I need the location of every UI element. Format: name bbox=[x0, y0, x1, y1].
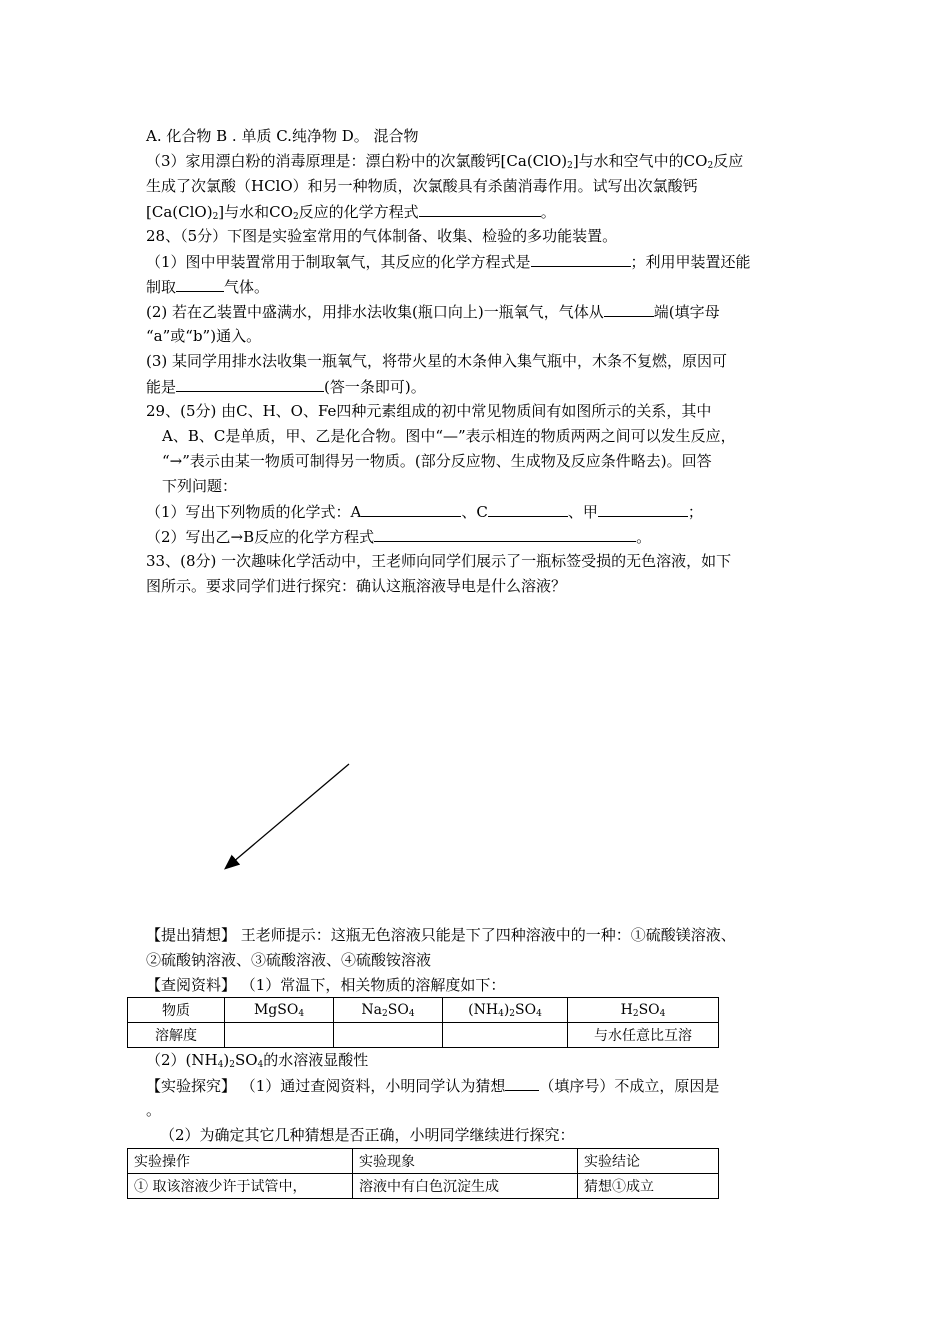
q28-part2-line1: (2) 若在乙装置中盛满水，用排水法收集(瓶口向上)一瓶氧气，气体从 端(填字母 bbox=[146, 303, 720, 321]
table-row bbox=[128, 1149, 719, 1174]
table-row bbox=[128, 1023, 719, 1048]
q27-part3-line2: 生成了次氯酸（HClO）和另一种物质，次氯酸具有杀菌消毒作用。试写出次氯酸钙 bbox=[146, 177, 698, 195]
q29-line2: A、B、C是单质，甲、乙是化合物。图中“—”表示相连的物质两两之间可以发生反应， bbox=[162, 427, 736, 445]
table-header-cell: 实验操作 bbox=[128, 1149, 353, 1174]
answer-blank[interactable] bbox=[505, 1075, 539, 1091]
experiment-table bbox=[127, 1148, 719, 1199]
table-cell: 猜想①成立 bbox=[578, 1174, 719, 1199]
q29-line1: 29、(5分) 由C、H、O、Fe四种元素组成的初中常见物质间有如图所示的关系，其中 bbox=[146, 402, 712, 420]
q28-title: 28、（5分）下图是实验室常用的气体制备、收集、检验的多功能装置。 bbox=[146, 227, 618, 245]
q28-part1-line1: （1）图中甲装置常用于制取氧气，其反应的化学方程式是 ；利用甲装置还能 bbox=[146, 253, 751, 271]
info-part2: $(2)(NH_4)_2SO_4$的水溶液显酸性 bbox=[146, 1051, 369, 1070]
table-header-cell: $Na_2SO_4$ bbox=[334, 998, 443, 1023]
table-header-cell: $(NH_4)_2SO_4$ bbox=[443, 998, 568, 1023]
q27-options: A. 化合物 B . 单质 C.纯净物 D。 混合物 bbox=[146, 127, 419, 145]
q27-part3-line1: （3）家用漂白粉的消毒原理是：漂白粉中的次氯酸钙$[Ca(ClO)_2]$与水和空气中的$CO_2$反应 bbox=[146, 152, 744, 171]
table-header-cell: 实验现象 bbox=[353, 1149, 578, 1174]
q28-part1-line2: 制取 气体。 bbox=[146, 278, 270, 296]
table-header-cell: MgSO$_4$ bbox=[225, 998, 334, 1023]
table-cell[interactable] bbox=[225, 1023, 334, 1048]
q29-part1: （1）写出下列物质的化学式：A 、C 、甲 ； bbox=[146, 503, 703, 521]
table-cell: 溶解度 bbox=[128, 1023, 225, 1048]
q33-line2: 图所示。要求同学们进行探究：确认这瓶溶液导电是什么溶液？ bbox=[146, 577, 567, 595]
solubility-table bbox=[127, 997, 719, 1048]
q29-line4: 下列问题： bbox=[162, 477, 238, 495]
q28-part3-line1: (3) 某同学用排水法收集一瓶氧气，将带火星的木条伸入集气瓶中，木条不复燃，原因可 bbox=[146, 352, 728, 370]
q29-part2: （2）写出乙→B反应的化学方程式 。 bbox=[146, 528, 652, 546]
info-heading: 【查阅资料】 （1）常温下，相关物质的溶解度如下： bbox=[146, 976, 506, 994]
table-cell[interactable] bbox=[334, 1023, 443, 1048]
experiment-line3: （2）为确定其它几种猜想是否正确，小明同学继续进行探究： bbox=[160, 1126, 575, 1144]
table-header-cell: 实验结论 bbox=[578, 1149, 719, 1174]
table-header-cell: 物质 bbox=[128, 998, 225, 1023]
guess-line2: ②硫酸钠溶液、③硫酸溶液、④硫酸铵溶液 bbox=[146, 951, 432, 969]
experiment-line1: 【实验探究】 （1）通过查阅资料，小明同学认为猜想 （填序号）不成立，原因是 bbox=[146, 1077, 720, 1095]
table-row bbox=[128, 1174, 719, 1199]
arrow-line bbox=[226, 764, 349, 868]
q33-line1: 33、(8分) 一次趣味化学活动中，王老师向同学们展示了一瓶标签受损的无色溶液，如下 bbox=[146, 552, 732, 570]
table-cell: 与水任意比互溶 bbox=[568, 1023, 719, 1048]
q28-part3-line2: 能是 (答一条即可)。 bbox=[146, 378, 426, 396]
table-cell[interactable] bbox=[443, 1023, 568, 1048]
table-header-cell: $H_2SO_4$ bbox=[568, 998, 719, 1023]
q29-line3: “→”表示由某一物质可制得另一物质。(部分反应物、生成物及反应条件略去)。回答 bbox=[162, 452, 712, 470]
guess-line1: 【提出猜想】 王老师提示：这瓶无色溶液只能是下了四种溶液中的一种：①硫酸镁溶液、 bbox=[146, 926, 736, 944]
experiment-line2: 。 bbox=[146, 1101, 162, 1119]
table-row bbox=[128, 998, 719, 1023]
table-cell: ① 取该溶液少许于试管中， bbox=[128, 1174, 353, 1199]
table-cell: 溶液中有白色沉淀生成 bbox=[353, 1174, 578, 1199]
q27-part3-line3: $[Ca(ClO)_2]$与水和$CO_2$反应的化学方程式 。 bbox=[146, 203, 556, 222]
q28-part2-line2: “a”或“b”)通入。 bbox=[146, 327, 262, 345]
